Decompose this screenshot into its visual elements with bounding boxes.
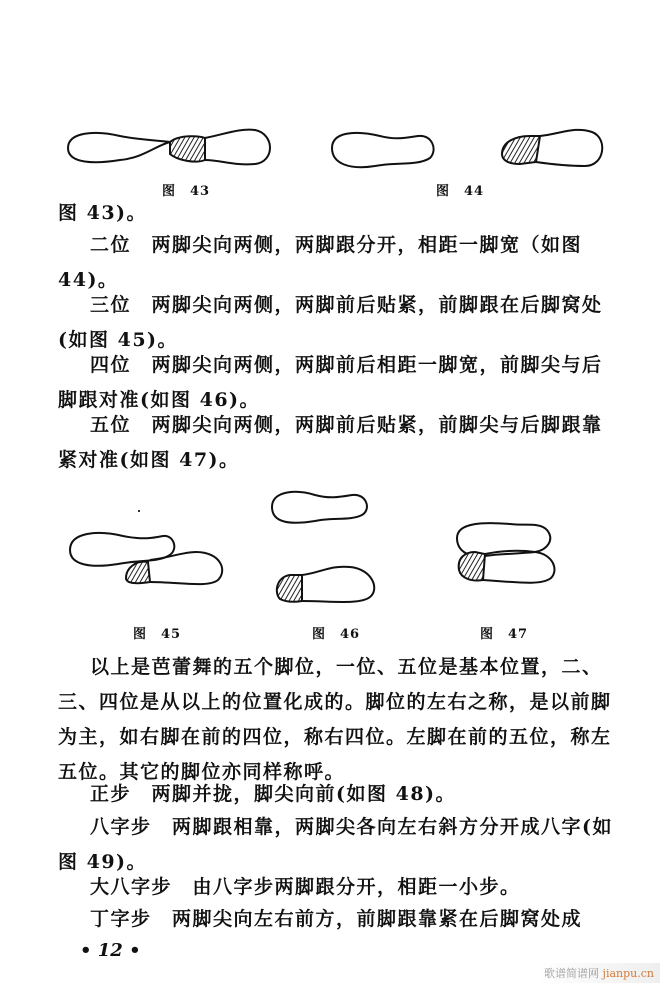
figure-44-diagram [330, 130, 610, 179]
figure-47-caption [480, 623, 528, 642]
figure-45-caption [133, 623, 181, 642]
footprint-icon [65, 128, 275, 173]
caption-number: 43 [190, 184, 211, 199]
figure-47-diagram [455, 520, 565, 604]
caption-prefix: 图 [133, 627, 148, 642]
caption-number: 44 [464, 184, 485, 199]
caption-number: 46 [340, 627, 361, 642]
caption-number: 47 [508, 627, 529, 642]
figure-43-diagram [65, 128, 275, 177]
figure-46-diagram [270, 489, 390, 613]
caption-prefix: 图 [162, 184, 177, 199]
paragraph-fifth-position: 五位 两脚尖向两侧，两脚前后贴紧，前脚尖与后脚跟靠紧对准(如图 47)。 [58, 414, 603, 471]
watermark [538, 963, 660, 983]
page-number: • 12 • [80, 940, 141, 961]
paragraph-summary: 以上是芭蕾舞的五个脚位，一位、五位是基本位置，二、三、四位是从以上的位置化成的。脚位的左右之称，是以前脚为主，如右脚在前的四位，称右四位。左脚在前的五位，称左五位。其它的脚位亦同样称呼。 [58, 656, 612, 783]
paragraph-continuation: 图 43)。 [58, 202, 148, 224]
caption-prefix: 图 [480, 627, 495, 642]
footprint-icon [455, 520, 565, 600]
figure-45-diagram [68, 530, 238, 594]
footprint-icon [68, 530, 238, 590]
paragraph-fourth-position: 四位 两脚尖向两侧，两脚前后相距一脚宽，前脚尖与后脚跟对准(如图 46)。 [58, 354, 603, 411]
paragraph-dabazibu: 大八字步 由八字步两脚跟分开，相距一小步。 [90, 876, 521, 898]
caption-prefix: 图 [312, 627, 327, 642]
paragraph-third-position: 三位 两脚尖向两侧，两脚前后贴紧，前脚跟在后脚窝处(如图 45)。 [58, 294, 603, 351]
paragraph-dingzibu: 丁字步 两脚尖向左右前方，前脚跟靠紧在后脚窝处成 [90, 908, 583, 930]
paragraph-second-position: 二位 两脚尖向两侧，两脚跟分开，相距一脚宽（如图44)。 [58, 234, 583, 291]
caption-prefix: 图 [436, 184, 451, 199]
figure-46-caption [312, 623, 360, 642]
watermark-domain: jianpu.cn [602, 967, 654, 980]
footprint-icon [330, 130, 610, 175]
watermark-site-name: 歌谱简谱网 [544, 967, 600, 980]
paragraph-zhengbu: 正步 两脚并拢，脚尖向前(如图 48)。 [90, 783, 457, 805]
footprint-icon [270, 489, 390, 609]
paragraph-bazibu: 八字步 两脚跟相靠，两脚尖各向左右斜方分开成八字(如图 49)。 [58, 816, 613, 873]
caption-number: 45 [161, 627, 182, 642]
